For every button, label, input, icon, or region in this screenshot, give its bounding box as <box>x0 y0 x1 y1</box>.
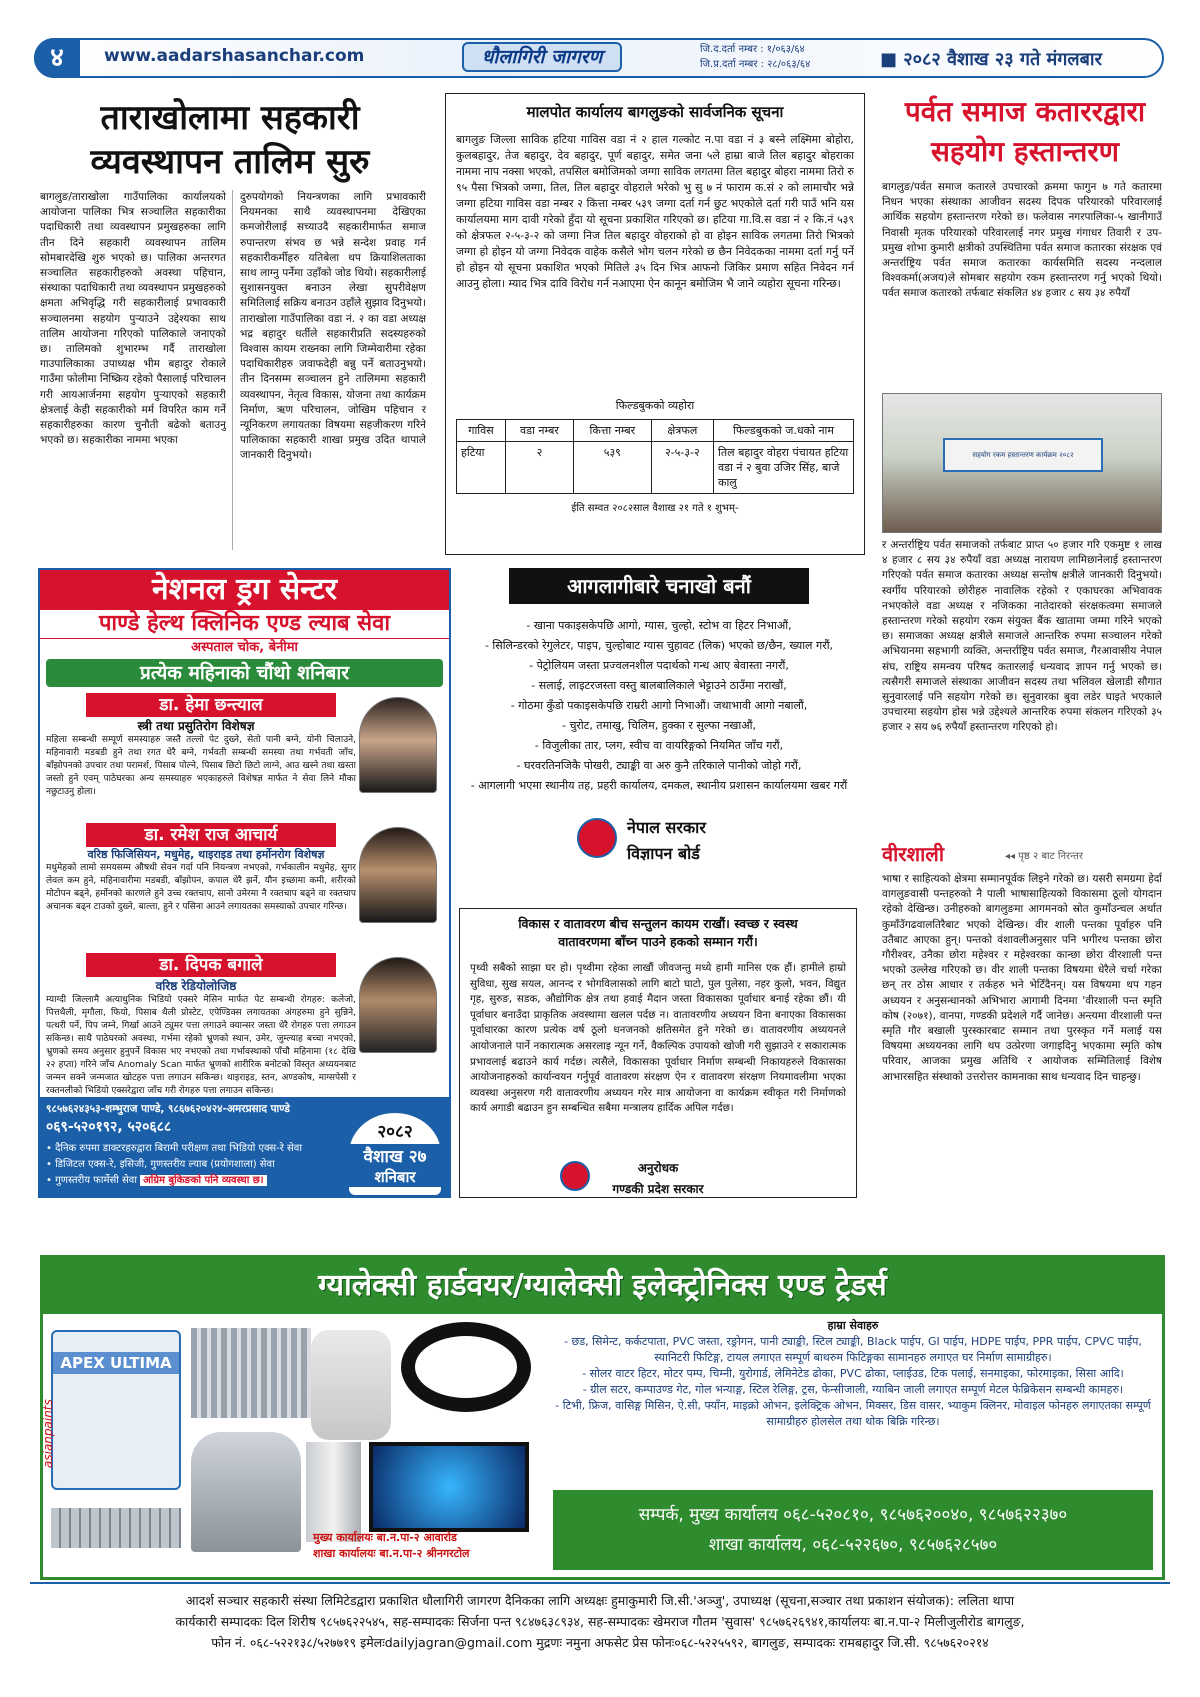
title-line: ताराखोलामा सहकारी <box>100 98 360 138</box>
list-item: - आगलागी भएमा स्थानीय तह, प्रहरी कार्यालय, दमकल, स्थानीय प्रशासन कार्यालयमा खबर गरौं <box>470 779 848 792</box>
title-line: सहयोग हस्तान्तरण <box>930 135 1120 168</box>
list-item: - छड, सिमेन्ट, कर्कटपाता, PVC जस्ता, रङ्रोगन, पानी ट्याङ्की, स्टिल ट्याङ्की, Black पाईप, GI पाईप, HDPE पाईप, PPR पाईप, CPVC पाईप, स्यानिटरी फिटिङ्ग, टायल लगाएत सम्पूर्ण बाथरुम फिटिङ्गका सामानहरु लगाएत घर निर्माण सामाग्रीहरु। <box>564 1335 1142 1364</box>
list-item: - टिभी, फ्रिज, वासिङ्ग मिसिन, ऐ.सी, फ्याँन, माइक्रो ओभन, इलेक्ट्रिक ओभन, मिक्सर, डिस वासर, भ्याकुम क्लिनर, मोवाइल फोनहरु लगाएतका सम्पूर्ण सामाग्रीहरु होलसेल तथा थोक बिक्रि गरिन्छ। <box>555 1399 1151 1428</box>
roofing-sheets <box>191 1328 311 1418</box>
table-header: कित्ता नम्बर <box>573 420 651 442</box>
group-photo <box>882 393 1162 533</box>
refrigerator <box>306 1442 361 1542</box>
article-column: र अन्तर्राष्ट्रिय पर्वत समाजको तर्फबाट प्राप्त ५० हजार गरि एकमुष्ट १ लाख ४ हजार ८ सय ३४ रुपैयाँ वडा अध्यक्ष नारायण लामिछानेलाई हस्तान्तरण गरिएको पर्वत समाज कतारका अध्यक्ष सन्तोष क्षत्रीले जानकारी दिनुभयो। स्वर्गीय परियारको छोरीहरु नावालिक रहेको र एकाघरका अभिवावक नभएकोले वडा अध्यक्ष र नजिकका नातेदारको संरक्षकत्वमा समाजले हस्तान्तरण गरेको सहयोग रकम संयुक्त बैंक खातामा जम्मा गरिने भएको छ। समाजका अध्यक्ष क्षत्रीले समाजले आन्तरिक रुपमा सञ्चालन गरेको अभियानमा सहभागी व्यक्ति, अन्तर्राष्ट्रिय पर्वत समाज, गैरआवासीय नेपाल संघ, राष्ट्रिय समन्वय परिषद कतारलाई धन्यवाद ज्ञापन गर्नु भएको छ। त्यसैगरी समाजले संस्थाका आजीवन सदस्य तथा भलिवल खेलाडी सौगात सुनुवारलाई पनि सहयोग गरेको छ। सुनुवारका बुवा लडेर घाइते भएकाले उपचारमा सहयोग होस भन्ने उद्देश्यले आन्तरिक रुपमा संकलन गरिएको ३५ हजार २ सय ७६ रुपैयाँ हस्तान्तरण गरिएको हो। <box>882 539 1162 734</box>
doctor-name: डा. हेमा छन्त्याल <box>86 693 336 717</box>
paint-maker: asianpaints <box>41 1399 55 1468</box>
issue-date: ■ २०८२ वैशाख २३ गते मंगलबार <box>880 49 1102 70</box>
list-item-text: पेट्रोलियम जस्ता प्रज्वलनशील पदार्थको गन्ध आए बेवास्ता नगरौं, <box>536 659 789 672</box>
imprint-line: आदर्श सञ्चार सहकारी संस्था लिमिटेडद्वारा प्रकाशित धौलागिरी जागरण दैनिकका लागि अध्यक्षः हुमाकुमारी जि.सी.'अञ्जु', उपाध्यक्ष (सूचना,सञ्चार तथा प्रकाशन संयोजक): ललिता थापा <box>185 1593 1015 1608</box>
doctor-specialty: वरिष्ठ फिजिसियन, मधुमेह, थाइराइड तथा हर्मोनरोग विशेषज्ञ <box>87 848 325 861</box>
phone-numbers: ०६९-५२०१९२, ५२०६८८ <box>46 1119 172 1135</box>
nepal-emblem-icon <box>560 1161 590 1191</box>
service-text: दैनिक रुपमा डाक्टरहरुद्वारा बिरामी परीक्षण तथा भिडियो एक्स-रे सेवा <box>55 1143 302 1154</box>
list-item-text: सलाई, लाइटरजस्ता वस्तु बालबालिकाले भेट्टाउने ठाउँमा नराखौं, <box>538 679 787 692</box>
list-item: - पेट्रोलियम जस्ता प्रज्वलनशील पदार्थको गन्ध आए बेवास्ता नगरौं, <box>529 659 789 672</box>
imprint-footer <box>30 1582 1170 1682</box>
notice-title <box>470 915 846 951</box>
doctor-photo <box>359 957 437 1053</box>
gov-name: गण्डकी प्रदेश सरकार <box>612 1182 704 1196</box>
badge-day: शनिबार <box>349 1167 441 1187</box>
badge-year: २०८२ <box>377 1122 413 1142</box>
service-item: • गुणस्तरीय फार्मेसी सेवा अग्रिम बुकिङको पनि व्यवस्था छ। <box>46 1173 443 1189</box>
hdpe-pipe-coil <box>401 1322 531 1412</box>
ad-title: आगलागीबारे चनाखो बनौं <box>509 568 809 604</box>
badge-date: वैशाख २७ <box>349 1144 441 1167</box>
list-item: - घरवरतिनजिकै पोखरी, ट्याङ्की वा अरु कुनै तरिकाले पानीको जोहो गरौं, <box>516 759 802 772</box>
date-badge <box>347 1111 443 1197</box>
main-office: मुख्य कार्यालयः बा.न.पा-२ आवारोड <box>313 1531 457 1544</box>
table-header: गाविस <box>457 420 506 442</box>
imprint-line: फोन नं. ०६८-५२२१३८/५२७७१९ इमेलःdailyjagran@gmail.com मुद्रणः नमुना अफसेट प्रेस फोनः०६८-५२२५५९२, बागलुङ, सम्पादकः रामबहादुर जि.सी. ९८५७६२०२१४ <box>211 1635 989 1650</box>
doctor-description: महिला सम्बन्धी सम्पूर्ण समस्याहरु जस्तै तल्लो पेट दुख्ने, सेतो पानी बग्ने, योनी चिलाउने, महिनावारी मडबडी हुने तथा रगत धेरै बग्ने, गर्भवती सम्बन्धी समस्या तथा गर्भवती जाँच, बाँझोपनको उपचार तथा परामर्श, पिसाब पोल्ने, पिसाब छिटो छिटो लाग्ने, आउ खस्ने तथा खस्ता जस्तो हुने एवम् पाठेघरका अन्य समस्याहरु भएकाहरुले विशेषज्ञ मार्फत ने सेवा लिने मौका नछुटाउनु होला। <box>46 735 356 797</box>
drug-center-ad <box>38 568 451 1198</box>
table-header: क्षेत्रफल <box>651 420 713 442</box>
fieldbook-table <box>456 419 854 494</box>
doctor-name: डा. रमेश राज आचार्य <box>86 823 336 847</box>
imprint-line: कार्यकारी सम्पादकः दिल शिरीष ९८५७६२२५४५, सह-सम्पादकः सिर्जना पन्त ९८४७६३८९३४, सह-सम्पादकः खेमराज गौतम 'सुवास' ९८५७६२६९४१,कार्यालयः बा.न.पा-२ मिलीजुलीरोड बागलुङ, <box>175 1614 1025 1629</box>
paint-brand: APEX ULTIMA <box>53 1352 179 1374</box>
title-line: व्यवस्थापन तालिम सुरु <box>90 142 370 182</box>
registration-line: जि.द.दर्ता नम्बर : १/०६३/६४ <box>700 44 805 55</box>
table-caption: फिल्डबुकको व्यहोरा <box>615 399 695 412</box>
notice-footer: ईति सम्वत २०८२साल वैशाख २१ गते १ शुभम्- <box>571 503 739 514</box>
table-row <box>457 442 854 494</box>
section-title: वीरशाली <box>882 842 944 866</box>
service-text: डिजिटल एक्स-रे, इसिजी, गुणस्तरीय ल्याब (प्रयोगशाला) सेवा <box>55 1159 275 1170</box>
list-item: - सिलिन्डरको रेगुलेटर, पाइप, चुल्होबाट ग्यास चुहावट (लिक) भएको छ/छैन, ख्याल गरौं, <box>484 639 834 652</box>
list-item-text: सिलिन्डरको रेगुलेटर, पाइप, चुल्होबाट ग्यास चुहावट (लिक) भएको छ/छैन, ख्याल गरौं, <box>492 639 834 652</box>
water-tanks <box>191 1432 301 1552</box>
board-name: विज्ञापन बोर्ड <box>627 844 700 863</box>
table-header: वडा नम्बर <box>505 420 573 442</box>
notice-body: पृथ्वी सबैको साझा घर हो। पृथ्वीमा रहेका लाखौं जीवजन्तु मध्ये हामी मानिस एक हौं। हामीले हाम्रो सुविधा, सुख सयल, आनन्द र भोगविलासको लागि बाटो घाटो, पुल पुलेसा, नहर कुलो, भवन, विद्युत गृह, सुरुङ, सडक, औद्योगिक क्षेत्र तथा हवाई मैदान जस्ता विकासका पूर्वाधार बनाई रहेका छौं। यी पूर्वाधार बनाउँदा प्राकृतिक अवस्थामा खलल पर्दछ न। वातावरणीय अध्ययन विना बनाएका विकासका पूर्वाधारका कारण प्रत्येक वर्ष ठूलो धनजनको क्षतिसमेत हुने गरेको छ। वातावरणीय अध्ययनले आयोजनाले पार्ने नकारात्मक असरलाइ न्यून गर्ने, वैकल्पिक उपायको खोजी गरी सुझाउने र सकारात्मक प्रभावलाई बढाउने कार्य गर्दछ। त्यसैले, विकासका पूर्वाधार निर्माण सम्बन्धी निकायहरुले विकासका आयोजनाहरुको कार्यान्वयन गर्नुपूर्व वातावरण संरक्षण ऐन र वातावरण संरक्षण नियमावलीमा भएका व्यवस्था अनुसरण गरी वातावरणीय अध्ययन गरेर मात्र आयोजना वा कार्यक्रम स्वीकृत गरी निर्माणको कार्य अगाडी बढाउन हुन सम्बन्धित सबैमा मन्त्रालय हार्दिक अपिल गर्दछ। <box>470 962 846 1115</box>
nepal-emblem-icon <box>577 818 617 858</box>
list-item-text: गोठमा कुँडो पकाइसकेपछि राम्ररी आगो निभाऔं। जथाभावी आगो नबालौं, <box>518 699 808 712</box>
clinic-location: अस्पताल चोक, बेनीमा <box>191 640 298 655</box>
page-number: ४ <box>34 38 80 78</box>
article-column: भाषा र साहित्यको क्षेत्रमा सम्मानपूर्वक लिइने गरेको छ। यसरी समग्रमा हेर्दा वागलुङवासी पन्तहरुको नै पाली भाषासाहित्यको विकासमा ठूलो योगदान रहेको देखिन्छ। उनीहरुको बागलुङमा आगमनको स्रोत कुमाँउन्चल अर्थात कुमाँउँगढवालतिरैबाट भएको देखिन्छ। वीर शाली पन्तका पूर्वाहरु पनि उतैबाट आएका हुन्। पन्तको वंशावलीअनुसार पनि भगीरथ पन्तका छोरा गौरीश्वर, उनैका छोरा महेश्वर र महेश्वरका कान्छा छोरा वीरशाली पन्त भएको उल्लेख गरिएको छ। वीर शाली पन्तका विषयमा धेरैले चर्चा गरेका छन् तर ठोस आधार र तर्कहरु भने भेटिँदैनन्। यस विषयमा थप गहन अध्ययन र अनुसन्धानको अभिभारा आगामी दिनमा 'वीरशाली पन्त स्मृति कोष (२०७१), वानपा, गण्डकी प्रदेशले गर्दै जानेछ। अन्त्यमा वीरशाली पन्त स्मृति गौर बखाली पुरस्कारबाट सम्मान तथा पुरस्कृत गर्ने मलाई यस विषयमा अध्ययनका लागि थप उत्प्रेरणा जगाइदिनु भएकामा स्मृति कोष परिवार, आजका प्रमुख अतिथि र आयोजक सम्मितिलाई विशेष आभारसहित संस्थाको उत्तरोत्तर कामनाका साथ धन्यवाद दिन चाहन्छु। <box>882 873 1162 1083</box>
galaxy-hardware-ad <box>40 1255 1165 1580</box>
list-item-text: विजुलीका तार, प्लग, स्वीच वा वायरिङ्गको नियमित जाँच गरौं, <box>542 739 784 752</box>
doctor-description: म्याग्दी जिल्लामै अत्याधुनिक भिडियो एक्सरे मेसिन मार्फत पेट सम्बन्धी रोगहरु: कलेजो, पित्तथैली, मृगौला, फियो, पिसाब थैली प्रोस्टेट, एपेण्डिक्स लगायतका अंगहरुमा हुने सुन्निने, पत्थरी पर्ने, पिप जम्ने, गिर्खा आउने ट्युमर पत्ता लगाउने क्यान्सर जस्ता धेरै रोगहरु पत्ता लगाउन सकिन्छ। साथै पाठेघरको अवस्था, गर्भमा रहेको भ्रुणको स्थान, उमेर, जुम्ल्याह बच्चा नभएको, भ्रुणको समय अनुसार हुनुपर्ने विकास भए नभएको तथा गर्भावस्थाको पाँचौ महिनामा (१८ देखि २२ हप्ता) गरिने जाँच Anomaly Scan मार्फत भ्रुणको शारीरिक बनोटको विस्तृत अध्ययनबाट जन्मन सक्ने जन्मजात खोटहरु पत्ता लगाउन सकिन्छ। थाइराइड, स्तन, अण्डकोष, माग्सपेसी र रक्तनलीको भिडियो एक्सरेद्वारा जाँच गरी रोगहरु पत्ता लगाउन सकिन्छ। <box>46 995 356 1096</box>
article-column: बागलुङ/पर्वत समाज कतारले उपचारको क्रममा फागुन ७ गते कतारमा निधन भएका संस्थाका आजीवन सदस्य दिपक परियारको परिवारलाई आर्थिक सहयोग हस्तान्तरण गरेको छ। फलेवास नगरपालिका-५ खानीगाउँ निवासी मृतक परियारको परिवारलाई नगर प्रमुख गंगाधर तिवारी र उप-प्रमुख शोभा कुमारी क्षत्रीको उपस्थितिमा पर्वत समाज कतारका संरक्षक एवं अन्तर्राष्ट्रिय पर्वत समाज कतारका कार्यसमिति सदस्य नन्दलाल विश्वकर्मा(अजय)ले सोमबार सहयोग रकम हस्तान्तरण गर्नु भएको थियो। पर्वत समाज कतारको तर्फबाट संकलित ४४ हजार ८ सय ३४ रुपैयाँ <box>882 181 1162 300</box>
article-title <box>880 92 1170 172</box>
doctor-specialty: स्त्री तथा प्रसुतिरोग विशेषज्ञ <box>137 719 255 733</box>
table-cell: हटिया <box>457 442 506 494</box>
list-item: - गोठमा कुँडो पकाइसकेपछि राम्ररी आगो निभाऔं। जथाभावी आगो नबालौं, <box>510 699 808 712</box>
contact-line: सम्पर्क, मुख्य कार्यालय ०६८-५२०८१०, ९८५७६२००४०, ९८५७६२२३७० <box>638 1505 1068 1525</box>
registration-line: जि.प्र.दर्ता नम्बर : २८/०६३/६४ <box>700 59 811 70</box>
service-item: • डिजिटल एक्स-रे, इसिजी, गुणस्तरीय ल्याब (प्रयोगशाला) सेवा <box>46 1159 275 1170</box>
environment-notice <box>459 908 857 1198</box>
masthead-logo: धौलागिरी जागरण <box>462 42 622 72</box>
doctor-description: मधुमेहको लामो समयसम्म औषधी सेवन गर्दा पनि नियन्त्रण नभएको, गर्भकालीन मधुमेह, सुगर लेवल कम हुने, महिनावारीमा मडबडी, बाँझोपन, कपाल धेरै झर्ने, यौन इच्छामा कमी, शरीरको मोटोपन बढ्ने, हर्मोनको कारणले हुने उच्च रक्तचाप, सानो उमेरमा नै रक्तचाप बढ्ने वा रक्तचाप अचानक बढ्न टाउको दुख्ने, बाल्ता, हुने र पसिना आउने लगायतका समस्याको उपचार गरिन्छ। <box>46 863 356 912</box>
list-item: - सलाई, लाइटरजस्ता वस्तु बालबालिकाले भेट्टाउने ठाउँमा नराखौं, <box>531 679 787 692</box>
clinic-name: पाण्डे हेल्थ क्लिनिक एण्ड ल्याब सेवा <box>40 610 449 639</box>
contact-panel <box>40 1097 449 1198</box>
contact-panel <box>553 1490 1153 1570</box>
service-text: गुणस्तरीय फार्मेसी सेवा <box>55 1175 137 1186</box>
services-list <box>553 1318 1153 1430</box>
column-divider <box>232 190 233 550</box>
article-column: दुरुपयोगको नियन्त्रणका लागि प्रभावकारी नियमनका साथै व्यवस्थापनमा देखिएका कमजोरीलाई सच्याउदै सहकारीमार्फत समाज रुपान्तरण संभव छ भन्ने सन्देश प्रवाह गर्न सहकारीकर्मीहरु यतिबेला थप क्रियाशिलताका साथ लाग्नु पर्नेमा उहाँको जोड थियो। सहकारीलाई सुशासनयुक्त बनाउन लेखा सुपरीवेक्षण समितिलाई सक्रिय बनाउन उहाँले सुझाव दिनुभयो। ताराखोला गाउँपालिका वडा नं. २ का वडा अध्यक्ष भद्र बहादुर धर्तीले सहकारीप्रति सदस्यहरुको विश्वास कायम राख्नका लागि जिम्मेवारीमा रहेका पदाधिकारीहरु जवाफदेही बन्नु पर्ने बताउनुभयो। तीन दिनसम्म सञ्चालन हुने तालिममा सहकारी व्यवस्थापन, नेतृत्व विकास, योजना तथा कार्यक्रम निर्माण, ऋण परिचालन, जोखिम पहिचान र न्यूनिकरण लगायतका विषयमा सहजीकरण गरिने पालिकाका सहकारी शाखा प्रमुख उदित थापाले जानकारी दिनुभयो। <box>240 191 426 462</box>
notice-title: मालपोत कार्यालय बागलुङको सार्वजनिक सूचना <box>526 103 784 121</box>
list-item: - ग्रील सटर, कम्पाउण्ड गेट, गोल भन्याङ्ग, स्टिल रेलिङ्ग, ट्रस, फेन्सीजाली, ग्याबिन जाली लगाएत सम्पूर्ण मेटल फेब्रिकेसन सम्बन्धी कामहरु। <box>582 1383 1124 1396</box>
doctor-card <box>40 689 449 819</box>
table-header: फिल्डबुकको ज.धको नाम <box>714 420 854 442</box>
table-cell: ५३९ <box>573 442 651 494</box>
advance-booking-note: अग्रिम बुकिङको पनि व्यवस्था छ। <box>140 1175 266 1186</box>
site-url[interactable]: www.aadarshasanchar.com <box>104 46 365 66</box>
doctor-photo <box>359 827 437 923</box>
doctor-card <box>40 819 449 949</box>
title-line: विकास र वातावरण बीच सन्तुलन कायम राखौं। स्वच्छ र स्वस्थ <box>518 916 798 931</box>
contact-line: शाखा कार्यालय, ०६८-५२२६७०, ९८५७६२८५७० <box>708 1535 998 1555</box>
list-item-text: चुरोट, तमाखु, चिलिम, हुक्का र सुल्फा नखाऔं, <box>569 719 757 732</box>
doctor-card <box>40 949 449 1097</box>
schedule-banner: प्रत्येक महिनाको चौंथो शनिबार <box>46 659 443 687</box>
doctor-specialty: वरिष्ठ रेडियोलोजिष्ठ <box>155 979 237 993</box>
continuation-note: ◂◂ पृष्ठ २ बाट निरन्तर <box>1005 851 1083 862</box>
list-item: - खाना पकाइसकेपछि आगो, ग्यास, चुल्हो, स्टोभ वा हिटर निभाऔं, <box>526 619 792 632</box>
table-cell: २-५-३-२ <box>651 442 713 494</box>
toilet <box>311 1330 391 1440</box>
ad-title: ग्यालेक्सी हार्डवयर/ग्यालेक्सी इलेक्ट्रोनिक्स एण्ड ट्रेडर्स <box>43 1258 1162 1314</box>
article-column: बागलुङ/ताराखोला गाउँपालिका कार्यालयको आयोजना पालिका भित्र सञ्चालित सहकारीका पदाधिकारी तथा व्यवस्थापन प्रमुखहरुका लागि तीन दिने सहकारी व्यवस्थापन तालिम सोमबारदेखि शुरु भएको छ। पालिका अन्तरगत सञ्चालित सहकारीहरुको अवस्था पहिचान, संस्थाका पदाधिकारी तथा व्यवस्थापन प्रमुखहरुको क्षमता अभिवृद्धि गरी सहकारीलाई प्रभावकारी सञ्चालनमा सहयोग पुर्‍याउने उद्देश्यका साथ तालिम आयोजना गरिएको पालिकाले जनाएको छ। तालिमको शुभारम्भ गर्दै ताराखोला गाउपालिकाका उपाध्यक्ष भीम बहादुर रोकाले गाउँमा फोलीमा निष्क्रिय रहेको पैसालाई परिचालन गरी आयआर्जनमा सहयोग पुर्‍याएको सहकारी क्षेत्रलाई केही सहकारीको मर्म विपरित काम गर्ने सहकारीहरुका कारण चुनौती बढेको बताउनु भएको छ। सहकारीका नाममा भएका <box>40 191 226 447</box>
television <box>369 1442 529 1532</box>
title-line: पर्वत समाज कताररद्वारा <box>904 95 1146 128</box>
title-line: वातावरणमा बाँच्न पाउने हकको सम्मान गरौं। <box>558 934 758 949</box>
gi-pipes <box>51 1508 181 1548</box>
office-addresses <box>313 1530 470 1562</box>
fire-awareness-ad <box>459 568 859 868</box>
branch-office: शाखा कार्यालयः बा.न.पा-२ श्रीनगरटोल <box>313 1547 470 1560</box>
list-item: - सोलर वाटर हिटर, मोटर पम्प, चिम्नी, युरोगार्ड, लेमिनेटेड ढोका, PVC ढोका, प्लाईउड, टिक पलाई, सनमाइका, फोरमाइका, सिसा आदि। <box>582 1367 1124 1380</box>
phone-numbers: ९८५७६२४३५३-शम्भुराज पाण्डे, ९८६७६२०४२४-अमरप्रसाद पाण्डे <box>46 1103 290 1115</box>
doctor-name: डा. दिपक बगाले <box>86 953 336 977</box>
table-cell: तिल बहादुर वोहरा पंचायत हटिया वडा नं २ बुवा उजिर सिंह, बाजे कालु <box>714 442 854 494</box>
paint-bucket <box>41 1330 181 1490</box>
gov-name: नेपाल सरकार <box>627 818 706 837</box>
list-item-text: खाना पकाइसकेपछि आगो, ग्यास, चुल्हो, स्टोभ वा हिटर निभाऔं, <box>533 619 792 632</box>
appeal-label: अनुरोधक <box>637 1161 679 1175</box>
public-notice <box>445 93 865 555</box>
article-title <box>40 96 420 184</box>
list-item: - चुरोट, तमाखु, चिलिम, हुक्का र सुल्फा नखाऔं, <box>561 719 757 732</box>
photo-banner: सहयोग रकम हस्तान्तरण कार्यक्रम २०८२ <box>943 438 1103 472</box>
table-cell: २ <box>505 442 573 494</box>
service-item: • दैनिक रुपमा डाक्टरहरुद्वारा बिरामी परीक्षण तथा भिडियो एक्स-रे सेवा <box>46 1143 302 1154</box>
fire-tips-list <box>459 616 859 796</box>
list-item-text: आगलागी भएमा स्थानीय तह, प्रहरी कार्यालय, दमकल, स्थानीय प्रशासन कार्यालयमा खबर गरौं <box>478 779 848 792</box>
ad-title: नेशनल ड्रग सेन्टर <box>40 570 449 610</box>
doctor-photo <box>359 697 437 793</box>
list-item-text: घरवरतिनजिकै पोखरी, ट्याङ्की वा अरु कुनै तरिकाले पानीको जोहो गरौं, <box>523 759 802 772</box>
services-title: हाम्रा सेवाहरु <box>827 1319 879 1332</box>
list-item: - विजुलीका तार, प्लग, स्वीच वा वायरिङ्गको नियमित जाँच गरौं, <box>534 739 784 752</box>
registration-info <box>700 42 810 72</box>
notice-body: बागलुङ जिल्ला साविक हटिया गाविस वडा नं २ हाल गल्कोट न.पा वडा नं ३ बस्ने लक्ष्मिमा बोहोरा, कुलबहादुर, तेज बहादुर, देव बहादुर, पूर्ण बहादुर, समेत जना ५ले हाम्रा बाजे तिल बहादुर बोहराका नाममा नाप नक्सा भएको, तपसिल बमोजिमको जग्गा साविक लगतमा तिल बहादुर बोहरा नाममा तिरो रु ९५ पैसा भित्रको जग्गा, तिल, तिल बहादुर वोहराले भरेको भु सु ७ नं फाराम क.सं २ को लामाचौर भन्ने जग्गा हटिया गाविस वडा नम्बर २ कित्ता नम्बर ५३९ जग्गा दर्ता गर्न छुट भएकोले दर्ता गरी पाउँ भनि यस कार्यालयमा माग दावी गरेको हुँदा यो सूचना प्रकाशित गरिएको छ। हटिया गा.वि.स वडा नं २ कि.नं ५३९ को क्षेत्रफल २-५-३-२ को जग्गा निज तिल बहादुर वोहराको हो वा होइन साविक लगतमा तिरो भित्रको जग्गा हो होइन यो जग्गा निवेदक वाहेक कसैले भोग चलन गरेको छ छैन निवेदकका नाममा दर्ता गर्नु पर्ने हो होइन यो सूचना प्रकाशित भएको मितिले ३५ दिन भित्र आफनो जिकिर प्रमाण सहित निवेदन गर्न आउनु होला। म्याद भित्र दावि विरोध गर्न नआएमा ऐन कानून बमोजिम भै जाने व्यहोरा सूचना गरिन्छ। <box>456 133 854 290</box>
